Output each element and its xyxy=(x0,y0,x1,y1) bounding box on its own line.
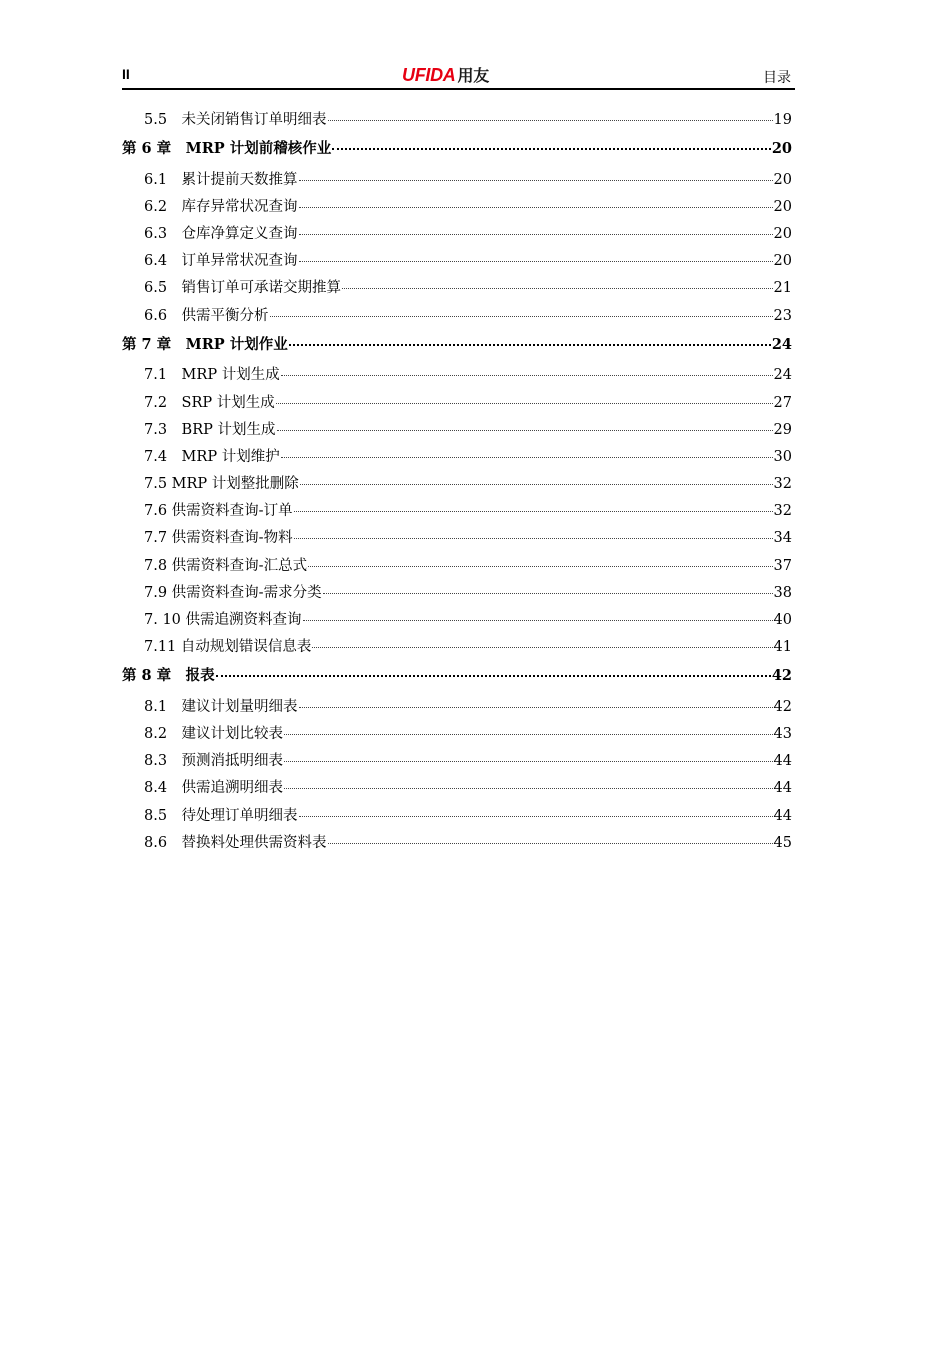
toc-entry-page: 20 xyxy=(773,253,792,270)
toc-dot-leader xyxy=(299,233,773,235)
toc-entry-page: 37 xyxy=(773,557,792,574)
toc-section-entry[interactable] xyxy=(122,418,792,445)
toc-dot-leader xyxy=(300,483,773,485)
toc-entry-title: 第 8 章 报表 xyxy=(122,667,215,685)
toc-entry-page: 40 xyxy=(773,612,792,628)
toc-entry-title: 8.4 供需追溯明细表 xyxy=(144,780,284,797)
section-title: 目录 xyxy=(763,70,791,86)
toc-entry-title: 第 7 章 MRP 计划作业 xyxy=(122,335,288,353)
toc-entry-title: 6.5 销售订单可承诺交期推算 xyxy=(144,280,342,297)
toc-section-entry[interactable] xyxy=(122,776,792,803)
toc-entry-page: 24 xyxy=(771,335,792,353)
toc-entry-page: 43 xyxy=(773,726,792,743)
toc-dot-leader xyxy=(299,260,773,262)
toc-dot-leader xyxy=(323,592,773,594)
toc-section-entry[interactable] xyxy=(122,581,792,608)
toc-entry-page: 32 xyxy=(773,503,792,520)
page-number-roman: II xyxy=(122,66,130,82)
toc-dot-leader xyxy=(294,510,773,512)
toc-dot-leader xyxy=(216,674,771,677)
toc-entry-title: 8.2 建议计划比较表 xyxy=(144,726,284,743)
toc-entry-page: 44 xyxy=(773,807,792,824)
toc-dot-leader xyxy=(284,733,772,735)
toc-dot-leader xyxy=(276,402,773,404)
toc-entry-page: 45 xyxy=(773,834,792,851)
toc-entry-page: 44 xyxy=(773,753,792,770)
toc-section-entry[interactable] xyxy=(122,168,792,195)
toc-section-entry[interactable] xyxy=(122,445,792,472)
toc-entry-page: 29 xyxy=(773,421,792,438)
toc-entry-title: 6.3 仓库净算定义查询 xyxy=(144,226,298,243)
toc-entry-page: 42 xyxy=(773,698,792,715)
toc-dot-leader xyxy=(328,119,773,121)
toc-entry-title: 6.2 库存异常状况查询 xyxy=(144,198,298,215)
toc-entry-page: 30 xyxy=(773,448,792,465)
toc-section-entry[interactable] xyxy=(122,749,792,776)
toc-dot-leader xyxy=(299,815,773,817)
toc-entry-title: 6.6 供需平衡分析 xyxy=(144,307,269,324)
toc-section-entry[interactable] xyxy=(122,499,792,526)
toc-section-entry[interactable] xyxy=(122,108,792,135)
toc-section-entry[interactable] xyxy=(122,472,792,499)
toc-entry-title: 7.7 供需资料查询-物料 xyxy=(144,530,293,547)
toc-section-entry[interactable] xyxy=(122,635,792,662)
toc-entry-title: 8.3 预测消抵明细表 xyxy=(144,753,284,770)
toc-entry-title: 6.1 累计提前天数推算 xyxy=(144,171,298,188)
toc-entry-title: 5.5 未关闭销售订单明细表 xyxy=(144,112,327,128)
logo-latin-text: UFIDA xyxy=(402,65,456,85)
toc-dot-leader xyxy=(270,315,773,317)
toc-section-entry[interactable] xyxy=(122,363,792,390)
toc-chapter-entry[interactable] xyxy=(122,662,792,695)
toc-dot-leader xyxy=(299,706,773,708)
toc-entry-page: 19 xyxy=(773,112,792,128)
toc-entry-page: 44 xyxy=(773,780,792,797)
toc-entry-page: 27 xyxy=(773,394,792,411)
toc-entry-page: 42 xyxy=(771,667,792,685)
toc-section-entry[interactable] xyxy=(122,195,792,222)
toc-section-entry[interactable] xyxy=(122,222,792,249)
toc-entry-title: 7.9 供需资料查询-需求分类 xyxy=(144,584,322,601)
toc-entry-page: 20 xyxy=(773,198,792,215)
toc-entry-title: 8.6 替换料处理供需资料表 xyxy=(144,834,327,851)
toc-section-entry[interactable] xyxy=(122,391,792,418)
toc-entry-title: 7.11 自动规划错误信息表 xyxy=(144,639,312,656)
toc-entry-title: 7.8 供需资料查询-汇总式 xyxy=(144,557,308,574)
toc-dot-leader xyxy=(342,287,772,289)
toc-section-entry[interactable] xyxy=(122,695,792,722)
toc-section-entry[interactable] xyxy=(122,804,792,831)
toc-entry-title: 7.4 MRP 计划维护 xyxy=(144,448,280,465)
toc-entry-title: 7.3 BRP 计划生成 xyxy=(144,421,276,438)
toc-dot-leader xyxy=(303,619,773,621)
toc-entry-title: 7.1 MRP 计划生成 xyxy=(144,367,280,384)
toc-section-entry[interactable] xyxy=(122,608,792,635)
toc-dot-leader xyxy=(299,206,773,208)
logo-cjk-text: 用友 xyxy=(457,68,489,85)
toc-section-entry[interactable] xyxy=(122,249,792,276)
ufida-logo xyxy=(402,63,489,86)
toc-entry-title: 8.1 建议计划量明细表 xyxy=(144,698,298,715)
toc-dot-leader xyxy=(277,429,773,431)
toc-entry-page: 23 xyxy=(773,307,792,324)
toc-chapter-entry[interactable] xyxy=(122,331,792,364)
toc-entry-page: 20 xyxy=(773,171,792,188)
toc-dot-leader xyxy=(281,374,773,376)
toc-dot-leader xyxy=(328,842,773,844)
toc-entry-title: 7.2 SRP 计划生成 xyxy=(144,394,275,411)
toc-section-entry[interactable] xyxy=(122,276,792,303)
toc-dot-leader xyxy=(308,565,772,567)
toc-entry-title: 7.5 MRP 计划整批删除 xyxy=(144,476,299,493)
page-header xyxy=(122,62,795,90)
toc-entry-title: 第 6 章 MRP 计划前稽核作业 xyxy=(122,140,332,158)
toc-dot-leader xyxy=(312,646,772,648)
toc-section-entry[interactable] xyxy=(122,304,792,331)
toc-section-entry[interactable] xyxy=(122,526,792,553)
toc-entry-page: 38 xyxy=(773,584,792,601)
toc-dot-leader xyxy=(289,343,771,346)
toc-entry-title: 6.4 订单异常状况查询 xyxy=(144,253,298,270)
toc-entry-page: 34 xyxy=(773,530,792,547)
toc-entry-page: 21 xyxy=(773,280,792,297)
toc-entry-page: 32 xyxy=(773,476,792,493)
toc-section-entry[interactable] xyxy=(122,722,792,749)
toc-dot-leader xyxy=(332,147,771,150)
table-of-contents xyxy=(122,108,792,858)
toc-chapter-entry[interactable] xyxy=(122,135,792,168)
toc-dot-leader xyxy=(294,537,773,539)
toc-dot-leader xyxy=(284,760,772,762)
toc-dot-leader xyxy=(284,787,772,789)
toc-entry-page: 20 xyxy=(773,226,792,243)
toc-section-entry[interactable] xyxy=(122,831,792,858)
toc-entry-title: 7.6 供需资料查询-订单 xyxy=(144,503,293,520)
toc-entry-page: 41 xyxy=(773,639,792,656)
toc-entry-title: 7. 10 供需追溯资料查询 xyxy=(144,612,302,628)
toc-entry-title: 8.5 待处理订单明细表 xyxy=(144,807,298,824)
toc-dot-leader xyxy=(299,179,773,181)
toc-entry-page: 20 xyxy=(771,140,792,158)
toc-dot-leader xyxy=(281,456,773,458)
toc-section-entry[interactable] xyxy=(122,554,792,581)
toc-entry-page: 24 xyxy=(773,367,792,384)
